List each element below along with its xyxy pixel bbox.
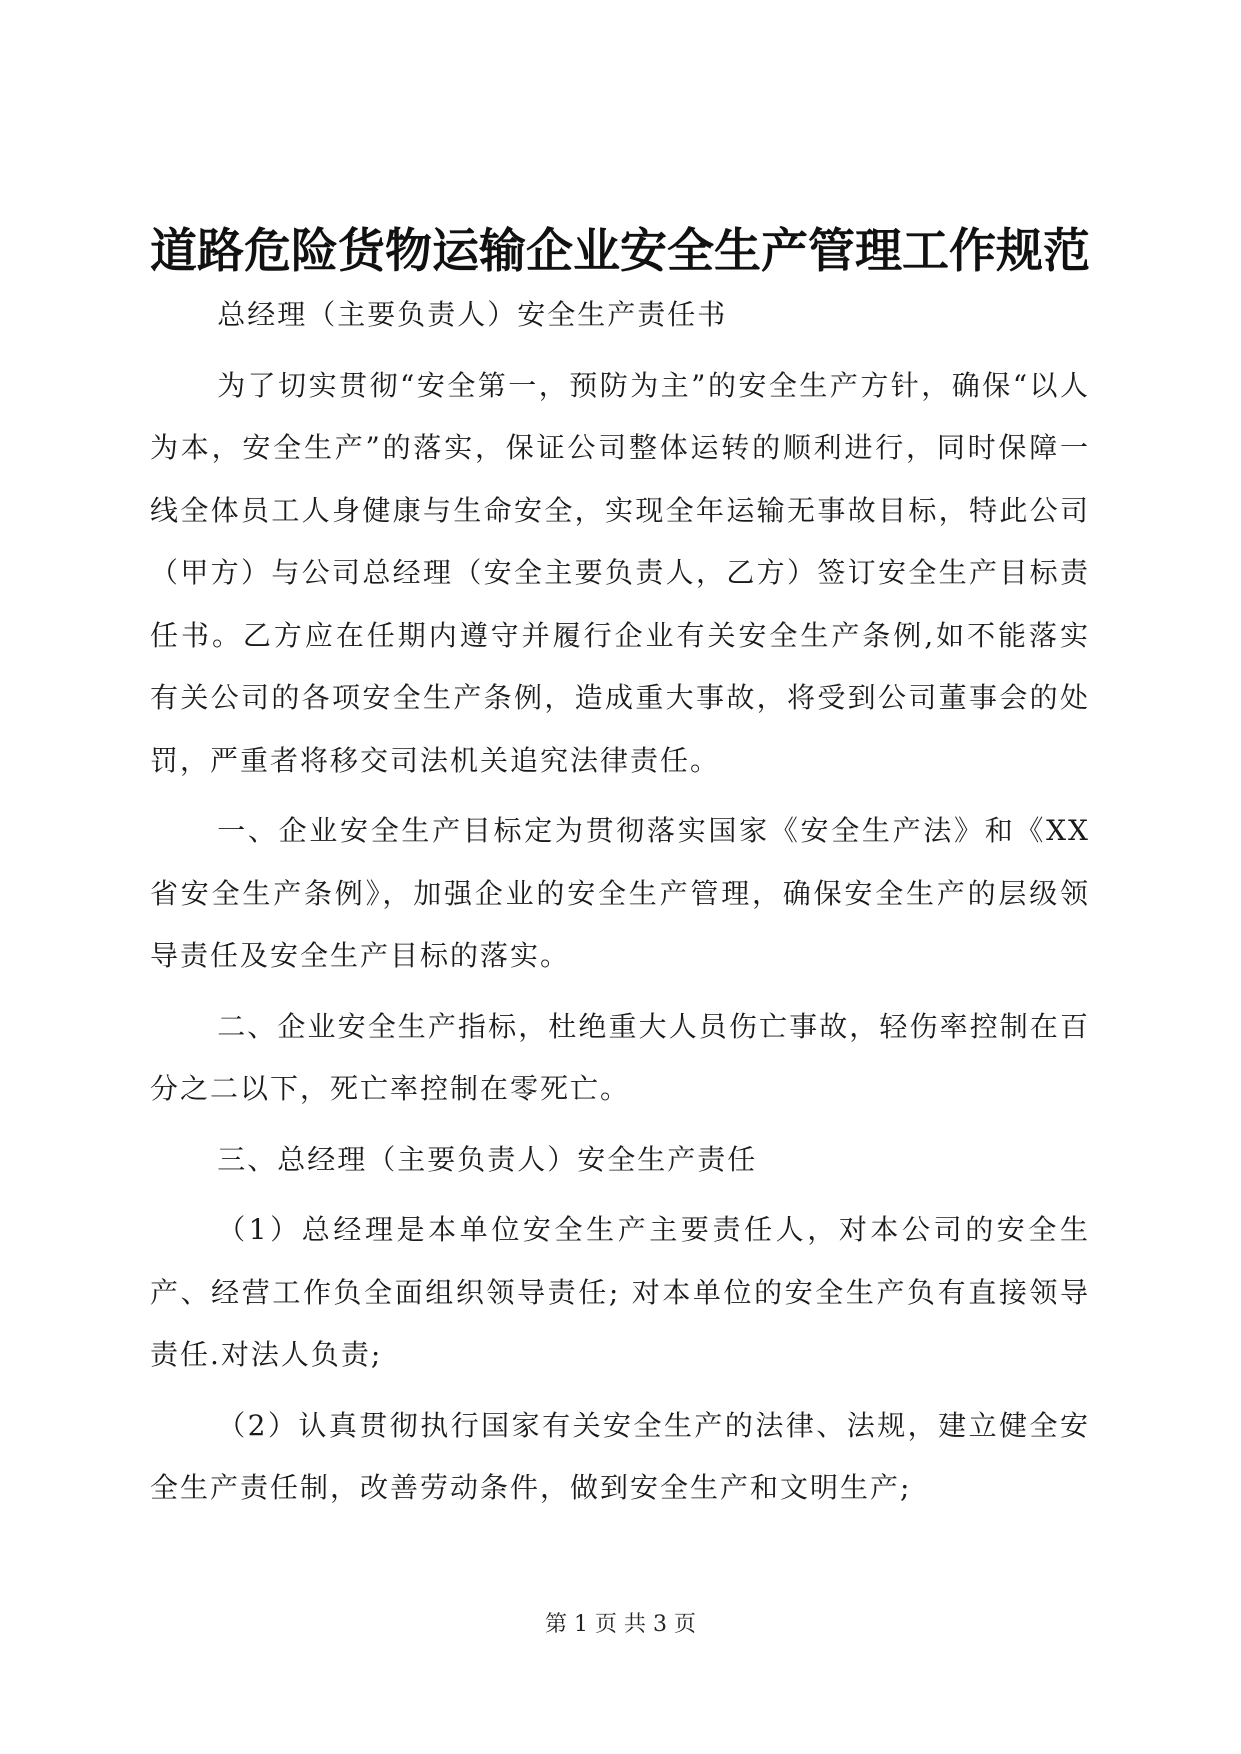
paragraph-item-1: （1）总经理是本单位安全生产主要责任人，对本公司的安全生产、经营工作负全面组织领导责任; 对本单位的安全生产负有直接领导责任.对法人负责;	[150, 1213, 1090, 1371]
page-number-footer: 第 1 页 共 3 页	[545, 1612, 696, 1637]
document-body	[150, 284, 1090, 1520]
paragraph-section-2: 二、企业安全生产指标，杜绝重大人员伤亡事故，轻伤率控制在百分之二以下，死亡率控制在零死亡。	[150, 1009, 1090, 1105]
paragraph-item-2: （2）认真贯彻执行国家有关安全生产的法律、法规，建立健全安全生产责任制，改善劳动条件，做到安全生产和文明生产;	[150, 1408, 1090, 1504]
paragraph-subtitle: 总经理（主要负责人）安全生产责任书	[217, 298, 728, 331]
paragraph-intro: 为了切实贯彻“安全第一，预防为主”的安全生产方针，确保“以人为本，安全生产”的落实，保证公司整体运转的顺利进行，同时保障一线全体员工人身健康与生命安全，实现全年运输无事故目标，特此公司（甲方）与公司总经理（安全主要负责人，乙方）签订安全生产目标责任书。乙方应在任期内遵守并履行企业有关安全生产条例,如不能落实有关公司的各项安全生产条例，造成重大事故，将受到公司董事会的处罚，严重者将移交司法机关追究法律责任。	[150, 368, 1090, 777]
document-title: 道路危险货物运输企业安全生产管理工作规范	[150, 224, 1090, 279]
paragraph-section-1: 一、企业安全生产目标定为贯彻落实国家《安全生产法》和《XX省安全生产条例》，加强企业的安全生产管理，确保安全生产的层级领导责任及安全生产目标的落实。	[150, 814, 1090, 972]
paragraph-section-3: 三、总经理（主要负责人）安全生产责任	[217, 1142, 758, 1176]
